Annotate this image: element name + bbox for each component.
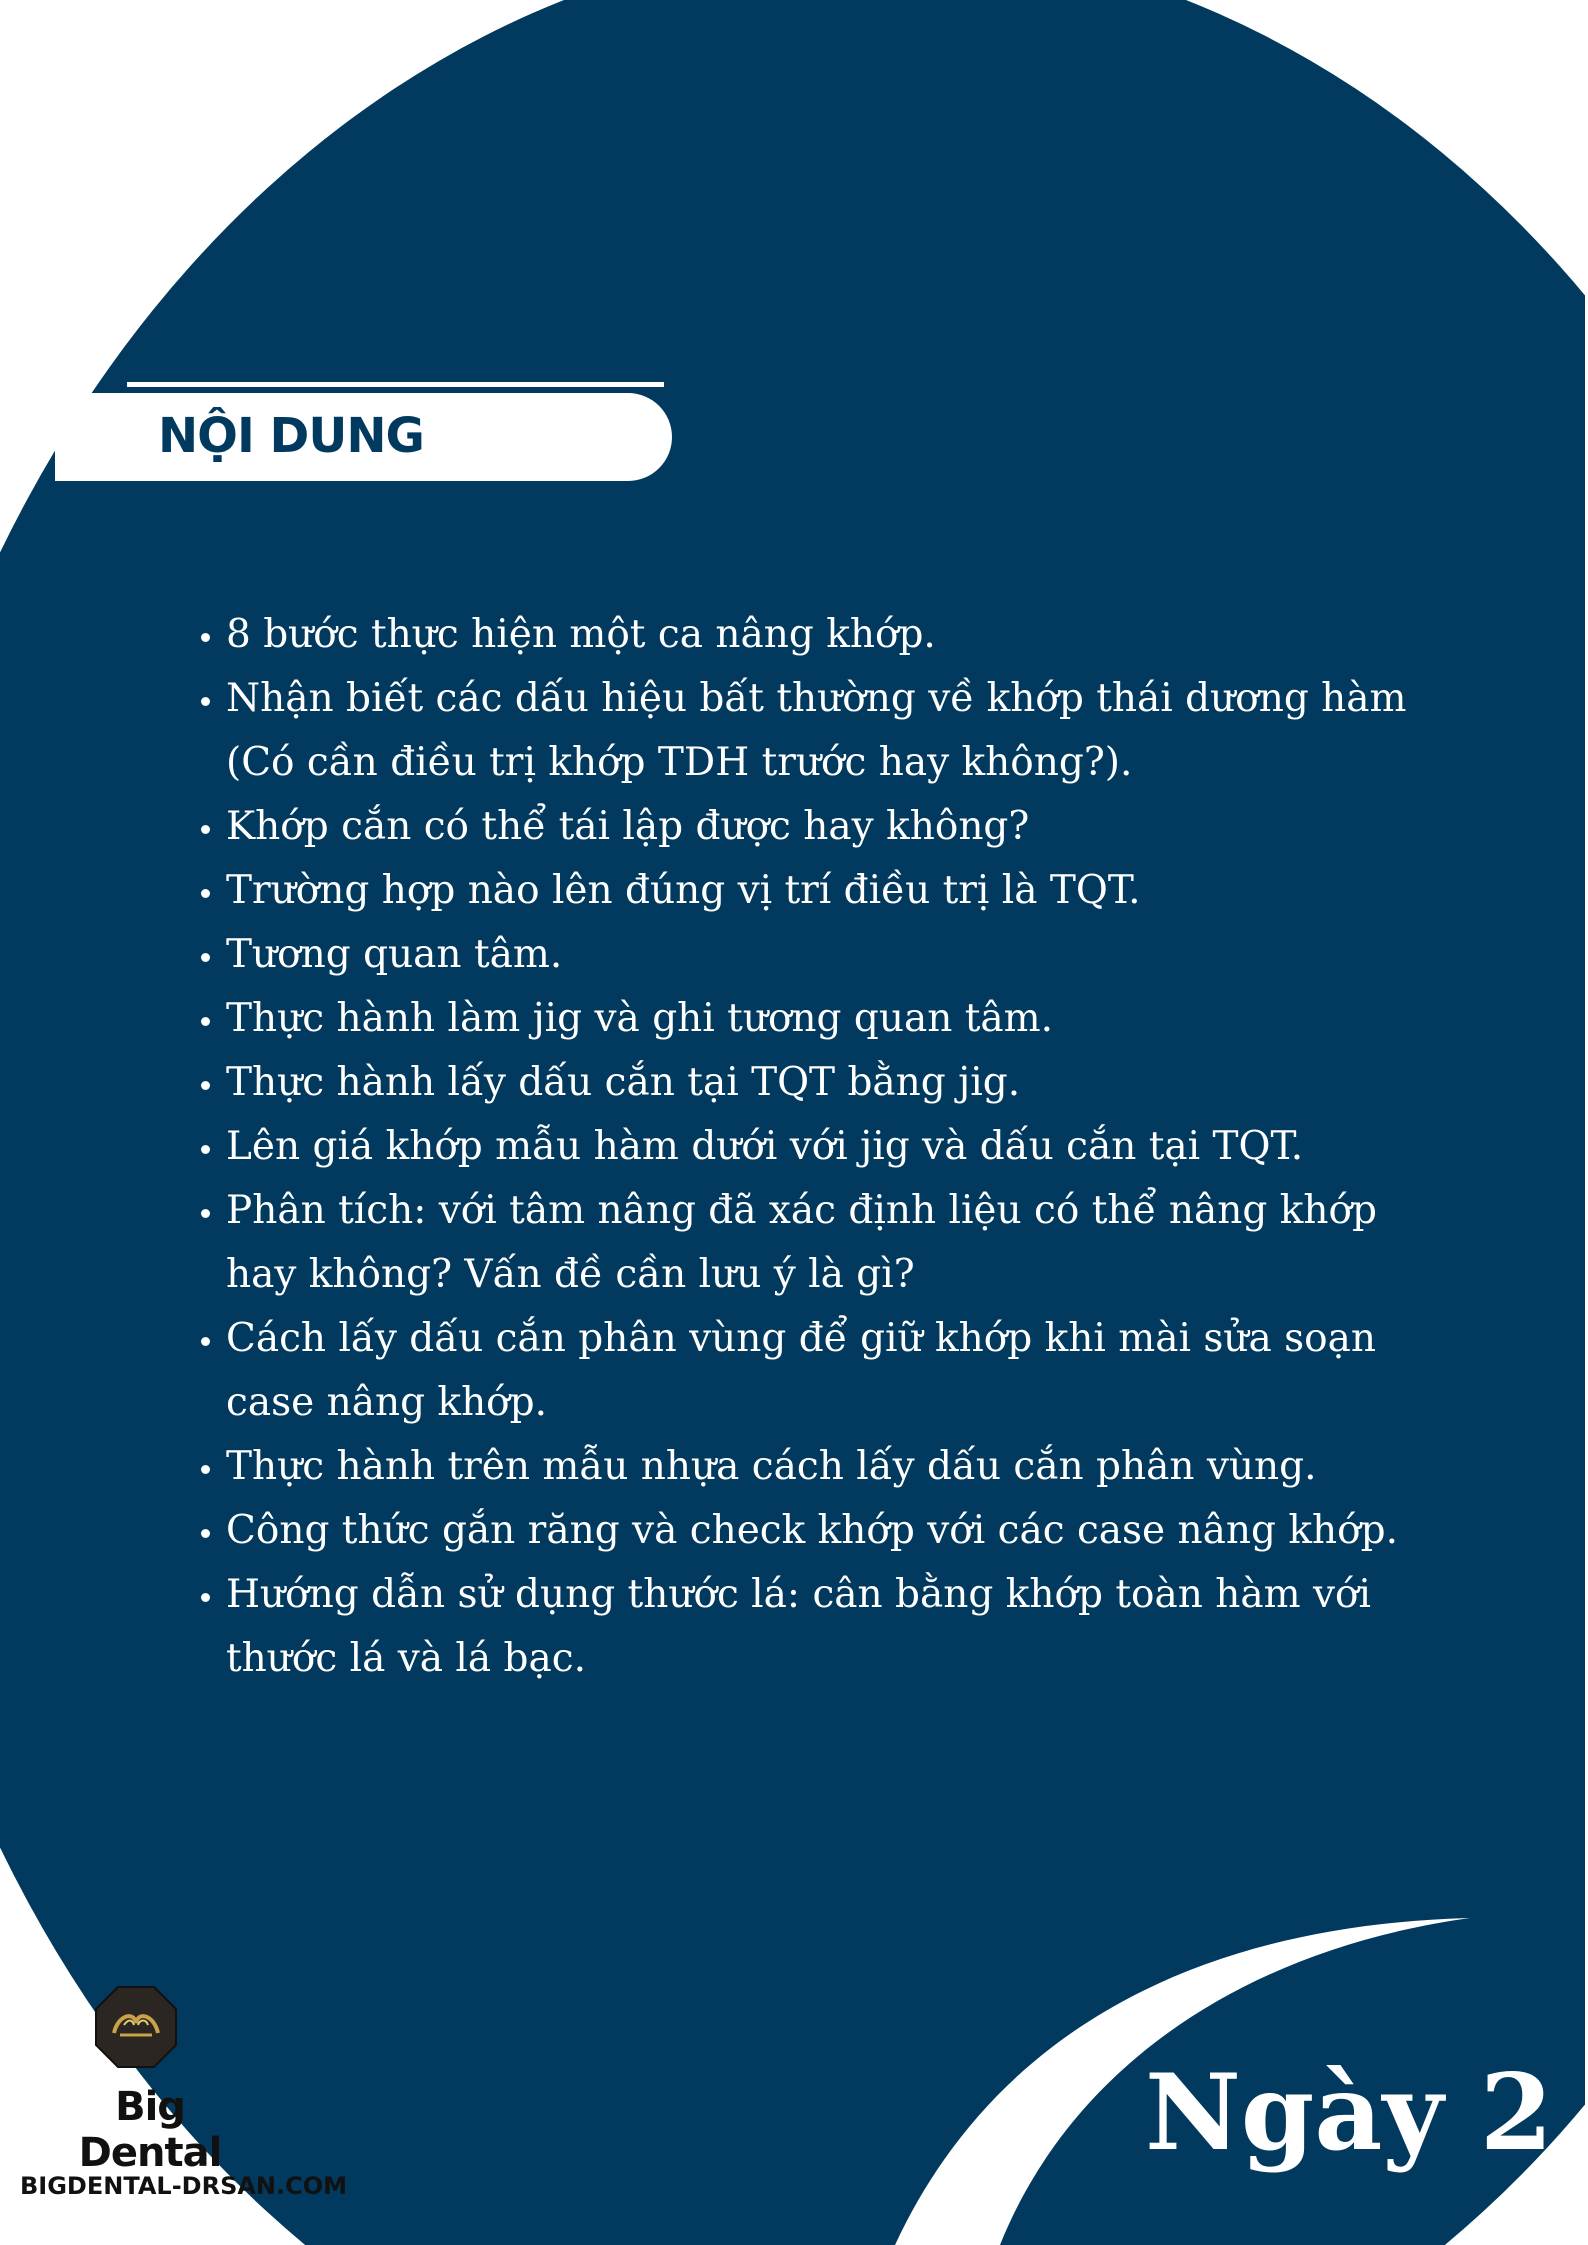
content-list-item: • Phân tích: với tâm nâng đã xác định liệu có thể nâng khớp hay không? Vấn đề cần lưu ý là gì?: [226, 1179, 1458, 1307]
content-list-item: • Tương quan tâm.: [226, 923, 1458, 987]
content-list-item: • Trường hợp nào lên đúng vị trí điều trị là TQT.: [226, 859, 1458, 923]
brand-name: Big Dental: [78, 2084, 222, 2176]
content-list-item: • Công thức gắn răng và check khớp với các case nâng khớp.: [226, 1499, 1458, 1563]
brand-url: BIGDENTAL-DRSAN.COM: [20, 2172, 348, 2200]
section-title: NỘI DUNG: [158, 408, 424, 464]
content-list-item: • Hướng dẫn sử dụng thước lá: cân bằng khớp toàn hàm với thước lá và lá bạc.: [226, 1563, 1458, 1691]
content-list-item: • Thực hành trên mẫu nhựa cách lấy dấu cắn phân vùng.: [226, 1435, 1458, 1499]
content-list-container: [188, 603, 1458, 1691]
dental-logo-icon: [94, 1985, 178, 2069]
content-list-item: • 8 bước thực hiện một ca nâng khớp.: [226, 603, 1458, 667]
content-list-item: • Lên giá khớp mẫu hàm dưới với jig và dấu cắn tại TQT.: [226, 1115, 1458, 1179]
content-list-item: • Thực hành lấy dấu cắn tại TQT bằng jig.: [226, 1051, 1458, 1115]
content-list-item: • Cách lấy dấu cắn phân vùng để giữ khớp khi mài sửa soạn case nâng khớp.: [226, 1307, 1458, 1435]
day-label: Ngày 2: [1144, 2050, 1553, 2174]
content-list-item: • Khớp cắn có thể tái lập được hay không?: [226, 795, 1458, 859]
content-list-item: • Nhận biết các dấu hiệu bất thường về khớp thái dương hàm (Có cần điều trị khớp TDH trước hay không?).: [226, 667, 1458, 795]
content-list: [188, 603, 1458, 1691]
header-underline: [127, 382, 664, 387]
content-list-item: • Thực hành làm jig và ghi tương quan tâm.: [226, 987, 1458, 1051]
